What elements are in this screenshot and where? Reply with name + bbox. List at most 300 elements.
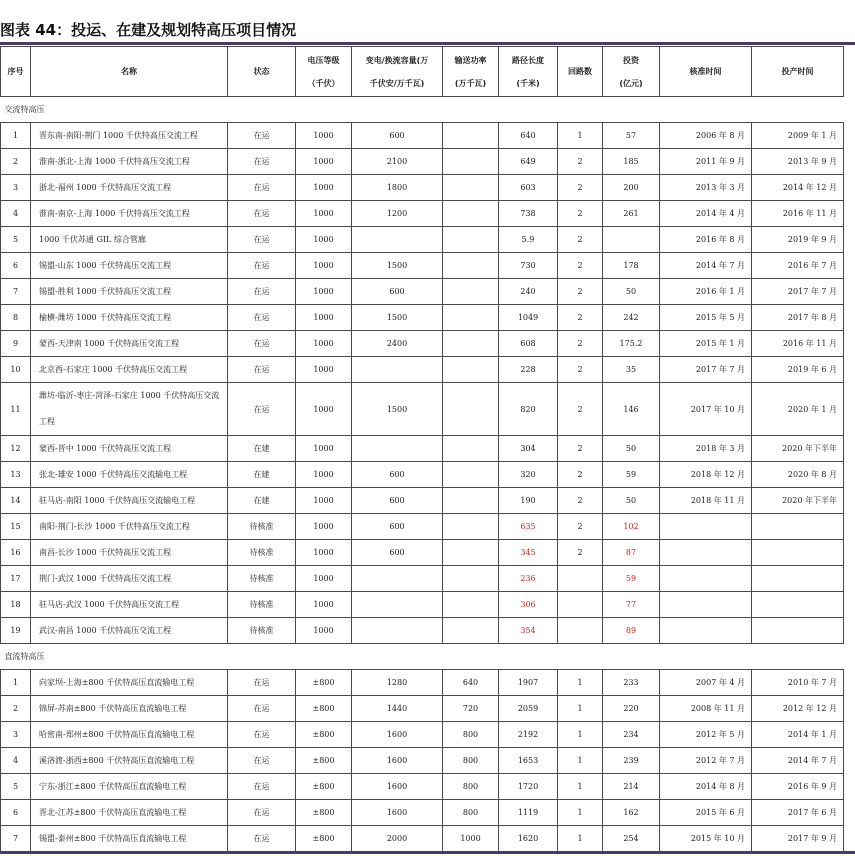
row-power: 720 xyxy=(443,696,499,722)
row-length: 640 xyxy=(499,123,558,149)
row-name: 1000 千伏苏通 GIL 综合管廊 xyxy=(31,227,228,253)
row-length: 1653 xyxy=(499,748,558,774)
row-capacity: 1440 xyxy=(352,696,443,722)
section-row xyxy=(1,644,844,670)
table-row xyxy=(1,436,844,462)
table-row xyxy=(1,149,844,175)
row-circuits: 2 xyxy=(558,383,603,436)
row-power xyxy=(443,514,499,540)
row-invest: 89 xyxy=(603,618,660,644)
row-name: 榆横-潍坊 1000 千伏特高压交流工程 xyxy=(31,305,228,331)
row-invest xyxy=(603,227,660,253)
row-approve: 2008 年 11 月 xyxy=(660,696,752,722)
row-approve: 2018 年 3 月 xyxy=(660,436,752,462)
header-capacity-unit: 千伏安/万千瓦) xyxy=(369,78,425,88)
row-capacity: 1600 xyxy=(352,800,443,826)
table-row xyxy=(1,305,844,331)
row-operate: 2014 年 7 月 xyxy=(752,748,844,774)
row-invest: 178 xyxy=(603,253,660,279)
row-seq: 12 xyxy=(1,436,31,462)
row-length: 2059 xyxy=(499,696,558,722)
row-status: 待核准 xyxy=(228,566,296,592)
row-capacity: 1800 xyxy=(352,175,443,201)
header-power-label: 输送功率 xyxy=(454,55,487,65)
row-circuits: 2 xyxy=(558,488,603,514)
row-power xyxy=(443,175,499,201)
table-body xyxy=(1,97,844,852)
row-approve: 2012 年 5 月 xyxy=(660,722,752,748)
row-voltage: 1000 xyxy=(296,383,352,436)
header-name: 名称 xyxy=(31,47,228,97)
row-name: 驻马店-南阳 1000 千伏特高压交流输电工程 xyxy=(31,488,228,514)
table-row xyxy=(1,357,844,383)
row-name: 哈密南-郑州±800 千伏特高压直流输电工程 xyxy=(31,722,228,748)
header-length-unit: (千米) xyxy=(516,78,540,88)
row-voltage: 1000 xyxy=(296,540,352,566)
row-invest: 50 xyxy=(603,436,660,462)
row-approve: 2015 年 1 月 xyxy=(660,331,752,357)
row-voltage: ±800 xyxy=(296,722,352,748)
row-voltage: ±800 xyxy=(296,774,352,800)
table-row xyxy=(1,826,844,852)
row-length: 635 xyxy=(499,514,558,540)
table-row xyxy=(1,201,844,227)
row-invest: 50 xyxy=(603,488,660,514)
row-capacity xyxy=(352,566,443,592)
row-status: 在运 xyxy=(228,826,296,852)
row-length: 730 xyxy=(499,253,558,279)
row-voltage: 1000 xyxy=(296,253,352,279)
table-row xyxy=(1,722,844,748)
row-approve: 2015 年 5 月 xyxy=(660,305,752,331)
row-name: 锡盟-胜利 1000 千伏特高压交流工程 xyxy=(31,279,228,305)
row-capacity: 1280 xyxy=(352,670,443,696)
row-name: 淮南-南京-上海 1000 千伏特高压交流工程 xyxy=(31,201,228,227)
row-operate: 2017 年 7 月 xyxy=(752,279,844,305)
row-voltage: 1000 xyxy=(296,201,352,227)
row-status: 在运 xyxy=(228,331,296,357)
row-length: 5.9 xyxy=(499,227,558,253)
row-voltage: 1000 xyxy=(296,357,352,383)
header-power xyxy=(443,47,499,97)
row-capacity xyxy=(352,436,443,462)
row-approve: 2007 年 4 月 xyxy=(660,670,752,696)
row-length: 236 xyxy=(499,566,558,592)
row-length: 345 xyxy=(499,540,558,566)
row-status: 在运 xyxy=(228,383,296,436)
table-row xyxy=(1,331,844,357)
row-invest: 146 xyxy=(603,383,660,436)
row-voltage: 1000 xyxy=(296,618,352,644)
row-invest: 254 xyxy=(603,826,660,852)
row-status: 在运 xyxy=(228,357,296,383)
row-seq: 4 xyxy=(1,201,31,227)
row-status: 待核准 xyxy=(228,618,296,644)
row-voltage: 1000 xyxy=(296,436,352,462)
table-row xyxy=(1,462,844,488)
row-operate: 2010 年 7 月 xyxy=(752,670,844,696)
row-operate: 2019 年 9 月 xyxy=(752,227,844,253)
row-circuits: 2 xyxy=(558,149,603,175)
table-row xyxy=(1,253,844,279)
row-power: 640 xyxy=(443,670,499,696)
row-voltage: 1000 xyxy=(296,175,352,201)
row-approve: 2006 年 8 月 xyxy=(660,123,752,149)
row-circuits xyxy=(558,566,603,592)
row-invest: 162 xyxy=(603,800,660,826)
row-name: 荆门-武汉 1000 千伏特高压交流工程 xyxy=(31,566,228,592)
row-power xyxy=(443,462,499,488)
row-voltage: 1000 xyxy=(296,123,352,149)
row-operate: 2017 年 9 月 xyxy=(752,826,844,852)
row-circuits: 2 xyxy=(558,175,603,201)
row-capacity: 2400 xyxy=(352,331,443,357)
row-power xyxy=(443,149,499,175)
row-name: 南昌-长沙 1000 千伏特高压交流工程 xyxy=(31,540,228,566)
table-row xyxy=(1,566,844,592)
row-status: 在运 xyxy=(228,722,296,748)
row-length: 190 xyxy=(499,488,558,514)
row-invest: 102 xyxy=(603,514,660,540)
row-voltage: ±800 xyxy=(296,670,352,696)
table-row xyxy=(1,618,844,644)
row-name: 驻马店-武汉 1000 千伏特高压交流工程 xyxy=(31,592,228,618)
row-circuits xyxy=(558,592,603,618)
row-voltage: 1000 xyxy=(296,149,352,175)
row-name: 锦屏-苏南±800 千伏特高压直流输电工程 xyxy=(31,696,228,722)
row-operate: 2014 年 12 月 xyxy=(752,175,844,201)
row-length: 649 xyxy=(499,149,558,175)
row-circuits: 1 xyxy=(558,774,603,800)
header-length-label: 路径长度 xyxy=(512,55,544,65)
row-status: 在运 xyxy=(228,800,296,826)
row-circuits: 2 xyxy=(558,436,603,462)
row-invest: 59 xyxy=(603,566,660,592)
row-capacity: 600 xyxy=(352,123,443,149)
row-status: 在运 xyxy=(228,175,296,201)
row-power xyxy=(443,618,499,644)
row-length: 1049 xyxy=(499,305,558,331)
row-seq: 5 xyxy=(1,227,31,253)
row-status: 在运 xyxy=(228,253,296,279)
row-power: 800 xyxy=(443,748,499,774)
row-status: 在运 xyxy=(228,670,296,696)
row-invest: 175.2 xyxy=(603,331,660,357)
row-approve: 2018 年 12 月 xyxy=(660,462,752,488)
header-length xyxy=(499,47,558,97)
row-status: 待核准 xyxy=(228,514,296,540)
row-length: 738 xyxy=(499,201,558,227)
row-circuits: 2 xyxy=(558,462,603,488)
row-length: 820 xyxy=(499,383,558,436)
row-approve: 2017 年 7 月 xyxy=(660,357,752,383)
row-invest: 35 xyxy=(603,357,660,383)
row-power: 800 xyxy=(443,774,499,800)
row-operate xyxy=(752,514,844,540)
row-length: 1119 xyxy=(499,800,558,826)
row-operate: 2020 年下半年 xyxy=(752,436,844,462)
row-seq: 5 xyxy=(1,774,31,800)
row-seq: 17 xyxy=(1,566,31,592)
row-power xyxy=(443,279,499,305)
table-header-row xyxy=(1,47,844,97)
row-seq: 19 xyxy=(1,618,31,644)
row-seq: 13 xyxy=(1,462,31,488)
row-approve: 2015 年 10 月 xyxy=(660,826,752,852)
row-circuits: 2 xyxy=(558,253,603,279)
row-seq: 2 xyxy=(1,696,31,722)
row-power: 800 xyxy=(443,800,499,826)
row-name: 南阳-荆门-长沙 1000 千伏特高压交流工程 xyxy=(31,514,228,540)
row-capacity: 1200 xyxy=(352,201,443,227)
row-approve: 2016 年 8 月 xyxy=(660,227,752,253)
row-seq: 1 xyxy=(1,123,31,149)
row-name: 溪洛渡-浙西±800 千伏特高压直流输电工程 xyxy=(31,748,228,774)
bottom-rule xyxy=(0,851,855,854)
row-power xyxy=(443,540,499,566)
row-status: 在建 xyxy=(228,488,296,514)
row-length: 603 xyxy=(499,175,558,201)
row-invest: 57 xyxy=(603,123,660,149)
row-power xyxy=(443,305,499,331)
row-approve: 2018 年 11 月 xyxy=(660,488,752,514)
row-invest: 242 xyxy=(603,305,660,331)
row-voltage: ±800 xyxy=(296,800,352,826)
table-row xyxy=(1,488,844,514)
row-operate: 2017 年 8 月 xyxy=(752,305,844,331)
row-invest: 220 xyxy=(603,696,660,722)
row-status: 在运 xyxy=(228,305,296,331)
header-seq: 序号 xyxy=(1,47,31,97)
row-capacity: 600 xyxy=(352,462,443,488)
row-capacity: 600 xyxy=(352,279,443,305)
row-approve xyxy=(660,514,752,540)
row-length: 240 xyxy=(499,279,558,305)
row-circuits: 2 xyxy=(558,279,603,305)
table-row xyxy=(1,696,844,722)
row-voltage: 1000 xyxy=(296,488,352,514)
row-approve: 2013 年 3 月 xyxy=(660,175,752,201)
table-row xyxy=(1,748,844,774)
row-voltage: 1000 xyxy=(296,305,352,331)
top-rule xyxy=(0,42,855,45)
row-power xyxy=(443,253,499,279)
uhv-projects-table xyxy=(0,46,844,852)
row-circuits: 1 xyxy=(558,722,603,748)
row-invest: 233 xyxy=(603,670,660,696)
row-operate xyxy=(752,566,844,592)
row-power xyxy=(443,357,499,383)
row-length: 2192 xyxy=(499,722,558,748)
row-invest: 87 xyxy=(603,540,660,566)
row-operate: 2017 年 6 月 xyxy=(752,800,844,826)
row-invest: 239 xyxy=(603,748,660,774)
row-circuits: 2 xyxy=(558,514,603,540)
row-circuits: 1 xyxy=(558,826,603,852)
row-name: 潍坊-临沂-枣庄-菏泽-石家庄 1000 千伏特高压交流工程 xyxy=(31,383,228,436)
row-invest: 185 xyxy=(603,149,660,175)
table-row xyxy=(1,670,844,696)
row-seq: 8 xyxy=(1,305,31,331)
figure-title: 图表 44：投运、在建及规划特高压项目情况 xyxy=(0,21,297,39)
row-voltage: ±800 xyxy=(296,826,352,852)
row-voltage: 1000 xyxy=(296,462,352,488)
row-approve: 2011 年 9 月 xyxy=(660,149,752,175)
row-voltage: 1000 xyxy=(296,227,352,253)
row-length: 304 xyxy=(499,436,558,462)
header-capacity xyxy=(352,47,443,97)
row-operate: 2016 年 11 月 xyxy=(752,201,844,227)
row-capacity xyxy=(352,227,443,253)
header-voltage xyxy=(296,47,352,97)
row-power xyxy=(443,227,499,253)
row-seq: 6 xyxy=(1,253,31,279)
row-operate: 2009 年 1 月 xyxy=(752,123,844,149)
row-status: 待核准 xyxy=(228,540,296,566)
row-operate: 2016 年 9 月 xyxy=(752,774,844,800)
row-name: 晋东南-南阳-荆门 1000 千伏特高压交流工程 xyxy=(31,123,228,149)
row-seq: 15 xyxy=(1,514,31,540)
row-power: 800 xyxy=(443,722,499,748)
row-capacity: 2100 xyxy=(352,149,443,175)
row-status: 在运 xyxy=(228,201,296,227)
row-seq: 18 xyxy=(1,592,31,618)
row-capacity: 2000 xyxy=(352,826,443,852)
row-circuits: 1 xyxy=(558,748,603,774)
table-row xyxy=(1,123,844,149)
row-approve: 2015 年 6 月 xyxy=(660,800,752,826)
row-voltage: ±800 xyxy=(296,696,352,722)
row-approve: 2014 年 4 月 xyxy=(660,201,752,227)
row-name: 向家坝-上海±800 千伏特高压直流输电工程 xyxy=(31,670,228,696)
row-circuits: 2 xyxy=(558,305,603,331)
row-capacity: 1500 xyxy=(352,253,443,279)
row-seq: 1 xyxy=(1,670,31,696)
header-invest-unit: (亿元) xyxy=(619,78,643,88)
row-operate: 2013 年 9 月 xyxy=(752,149,844,175)
row-length: 306 xyxy=(499,592,558,618)
row-circuits: 1 xyxy=(558,696,603,722)
row-name: 锡盟-山东 1000 千伏特高压交流工程 xyxy=(31,253,228,279)
table-row xyxy=(1,540,844,566)
row-length: 1907 xyxy=(499,670,558,696)
row-power xyxy=(443,592,499,618)
row-circuits: 1 xyxy=(558,800,603,826)
row-status: 在建 xyxy=(228,436,296,462)
row-approve xyxy=(660,540,752,566)
row-name: 晋北-江苏±800 千伏特高压直流输电工程 xyxy=(31,800,228,826)
table-row xyxy=(1,514,844,540)
row-operate: 2020 年 8 月 xyxy=(752,462,844,488)
row-invest: 234 xyxy=(603,722,660,748)
row-approve: 2012 年 7 月 xyxy=(660,748,752,774)
row-voltage: 1000 xyxy=(296,592,352,618)
row-status: 待核准 xyxy=(228,592,296,618)
row-voltage: ±800 xyxy=(296,748,352,774)
row-seq: 3 xyxy=(1,722,31,748)
row-capacity xyxy=(352,618,443,644)
row-voltage: 1000 xyxy=(296,331,352,357)
row-status: 在建 xyxy=(228,462,296,488)
row-capacity: 600 xyxy=(352,514,443,540)
row-seq: 10 xyxy=(1,357,31,383)
row-status: 在运 xyxy=(228,748,296,774)
row-name: 蒙西-晋中 1000 千伏特高压交流工程 xyxy=(31,436,228,462)
row-approve: 2014 年 8 月 xyxy=(660,774,752,800)
row-operate xyxy=(752,592,844,618)
row-capacity: 600 xyxy=(352,540,443,566)
row-power xyxy=(443,488,499,514)
row-name: 浙北-福州 1000 千伏特高压交流工程 xyxy=(31,175,228,201)
row-approve xyxy=(660,592,752,618)
row-seq: 2 xyxy=(1,149,31,175)
row-operate xyxy=(752,618,844,644)
row-invest: 214 xyxy=(603,774,660,800)
row-operate xyxy=(752,540,844,566)
row-operate: 2019 年 6 月 xyxy=(752,357,844,383)
table-row xyxy=(1,279,844,305)
row-capacity: 1600 xyxy=(352,748,443,774)
row-circuits: 2 xyxy=(558,357,603,383)
header-voltage-label: 电压等级 xyxy=(307,55,340,65)
row-seq: 14 xyxy=(1,488,31,514)
row-name: 武汉-南昌 1000 千伏特高压交流工程 xyxy=(31,618,228,644)
row-status: 在运 xyxy=(228,123,296,149)
row-status: 在运 xyxy=(228,696,296,722)
row-capacity: 1500 xyxy=(352,305,443,331)
row-name: 蒙西-天津南 1000 千伏特高压交流工程 xyxy=(31,331,228,357)
row-power xyxy=(443,123,499,149)
row-circuits xyxy=(558,618,603,644)
row-capacity xyxy=(352,592,443,618)
row-seq: 9 xyxy=(1,331,31,357)
header-voltage-unit: （千伏） xyxy=(307,78,340,88)
row-circuits: 2 xyxy=(558,201,603,227)
table-row xyxy=(1,175,844,201)
row-power xyxy=(443,566,499,592)
row-power xyxy=(443,331,499,357)
section-label: 交流特高压 xyxy=(1,97,844,123)
header-capacity-label: 变电/换流容量(万 xyxy=(365,55,429,65)
row-seq: 11 xyxy=(1,383,31,436)
row-invest: 77 xyxy=(603,592,660,618)
row-seq: 7 xyxy=(1,279,31,305)
row-operate: 2016 年 11 月 xyxy=(752,331,844,357)
row-approve: 2017 年 10 月 xyxy=(660,383,752,436)
row-name: 宁东-浙江±800 千伏特高压直流输电工程 xyxy=(31,774,228,800)
row-name: 张北-雄安 1000 千伏特高压交流输电工程 xyxy=(31,462,228,488)
row-seq: 16 xyxy=(1,540,31,566)
row-length: 354 xyxy=(499,618,558,644)
row-capacity xyxy=(352,357,443,383)
header-approve: 核准时间 xyxy=(660,47,752,97)
table-row xyxy=(1,592,844,618)
table-row xyxy=(1,227,844,253)
row-name: 锡盟-泰州±800 千伏特高压直流输电工程 xyxy=(31,826,228,852)
row-capacity: 1600 xyxy=(352,774,443,800)
row-power: 1000 xyxy=(443,826,499,852)
row-seq: 3 xyxy=(1,175,31,201)
row-operate: 2014 年 1 月 xyxy=(752,722,844,748)
row-status: 在运 xyxy=(228,149,296,175)
row-voltage: 1000 xyxy=(296,514,352,540)
row-invest: 50 xyxy=(603,279,660,305)
row-circuits: 2 xyxy=(558,227,603,253)
row-name: 北京西-石家庄 1000 千伏特高压交流工程 xyxy=(31,357,228,383)
row-power xyxy=(443,436,499,462)
row-voltage: 1000 xyxy=(296,279,352,305)
table-row xyxy=(1,383,844,436)
